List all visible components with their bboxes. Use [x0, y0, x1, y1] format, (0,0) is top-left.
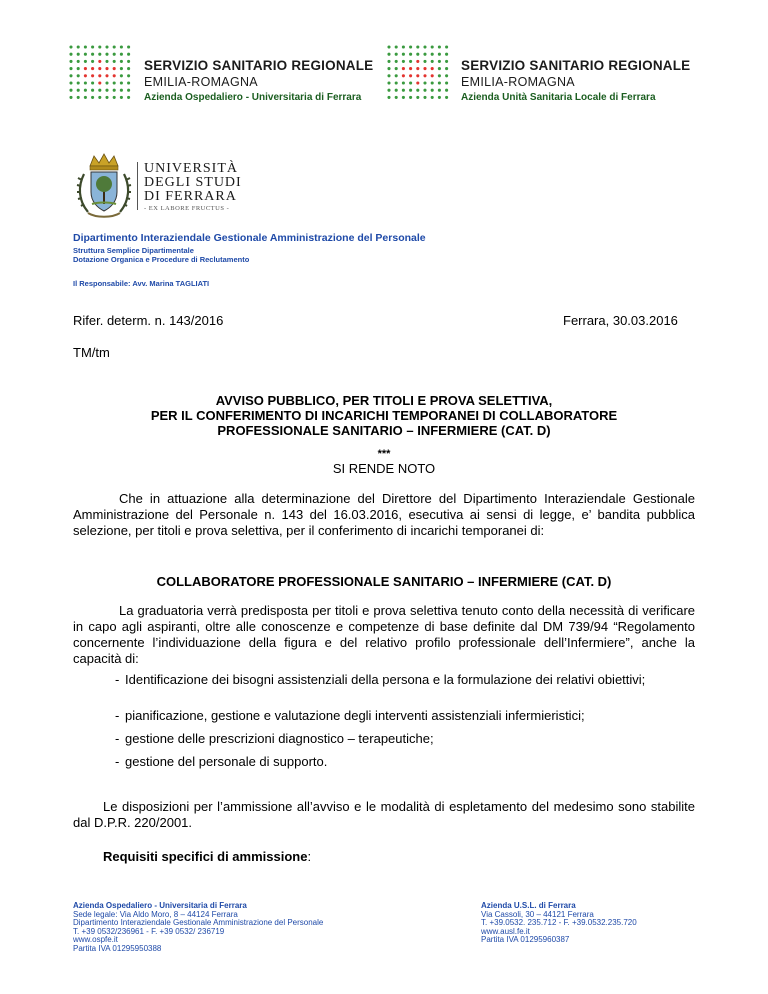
notice-title-line1: AVVISO PUBBLICO, PER TITOLI E PROVA SELETTIVA, [215, 393, 553, 408]
announcement: SI RENDE NOTO [332, 461, 436, 476]
logo-region: EMILIA-ROMAGNA [144, 75, 258, 89]
footer-right-line: Partita IVA 01295960387 [481, 935, 570, 945]
notice-title [60, 393, 708, 438]
logo-title: SERVIZIO SANITARIO REGIONALE [461, 58, 691, 73]
separator-stars: *** [377, 448, 391, 460]
footer-left-line: Partita IVA 01295950388 [73, 943, 162, 953]
university-logo [76, 152, 246, 222]
reference-initials: TM/tm [73, 345, 110, 360]
footer-right-line: Via Cassoli, 30 – 44121 Ferrara [481, 909, 594, 919]
dot-grid-icon [386, 44, 452, 102]
requirements-label: Requisiti specifici di ammissione [103, 849, 308, 864]
paragraph-1: Che in attuazione alla determinazione del Direttore del Dipartimento Interaziendale Gestionale Amministrazione del Personale n. 143 del 16.03.2016, esecutiva ai sensi di legge, e’ bandita pubblica selezione, per titoli e prova selettiva, per il conferimento di incarichi temporanei di: [73, 491, 695, 538]
list-item-text: gestione del personale di supporto. [125, 754, 328, 769]
ssr-logo-left [68, 44, 374, 104]
logo-subtitle: Azienda Ospedaliero - Universitaria di Ferrara [144, 92, 362, 103]
university-divider [137, 162, 138, 210]
paragraph-2: La graduatoria verrà predisposta per titoli e prova selettiva tenuto conto della necessità di verificare in capo agli aspiranti, oltre alle conoscenze e competenze di base definite dal DM 739/94 “Regolamento concernente l’individuazione della figura e del relativo profilo professionale dell’Infermiere”, anche la capacità di: [73, 603, 695, 666]
footer-right-line: Azienda U.S.L. di Ferrara [481, 901, 576, 910]
list-item: - Identificazione dei bisogni assistenziali della persona e la formulazione dei relativi obiettivi; [115, 672, 695, 688]
ssr-logo-right [386, 44, 691, 104]
list-item: - pianificazione, gestione e valutazione degli interventi assistenziali infermieristici; [115, 708, 695, 724]
position-title: COLLABORATORE PROFESSIONALE SANITARIO – INFERMIERE (CAT. D) [156, 574, 612, 589]
reference-number: Rifer. determ. n. 143/2016 [73, 313, 224, 328]
university-name-line3: DI FERRARA [144, 189, 237, 204]
dot-grid-icon [68, 44, 134, 102]
list-item: - gestione delle prescrizioni diagnostico – terapeutiche; [115, 731, 695, 747]
reference-date: Ferrara, 30.03.2016 [563, 313, 678, 328]
footer-left-line: www.ospfe.it [73, 935, 118, 945]
footer-left-line: Azienda Ospedaliero - Universitaria di Ferrara [73, 901, 247, 910]
footer-right [481, 902, 637, 945]
university-crest-icon [76, 152, 132, 220]
list-item: - gestione del personale di supporto. [115, 754, 695, 770]
notice-title-line2: PER IL CONFERIMENTO DI INCARICHI TEMPORANEI DI COLLABORATORE [150, 408, 618, 423]
list-item-text: Identificazione dei bisogni assistenziali della persona e la formulazione dei relativi obiettivi; [125, 672, 646, 687]
department-subtitle-1: Struttura Semplice Dipartimentale [73, 246, 194, 255]
list-item-text: gestione delle prescrizioni diagnostico – terapeutiche; [125, 731, 434, 746]
footer-right-line: T. +39.0532. 235.712 - F. +39.0532.235.720 [481, 918, 637, 928]
notice-title-line3: PROFESSIONALE SANITARIO – INFERMIERE (CAT. D) [217, 423, 551, 438]
footer-left-line: T. +39 0532/236961 - F. +39 0532/ 236719 [73, 926, 225, 936]
university-motto: - EX LABORE FRUCTUS - [144, 205, 230, 212]
requirements-colon: : [307, 849, 312, 864]
university-name-line2: DEGLI STUDI [144, 175, 242, 190]
logo-title: SERVIZIO SANITARIO REGIONALE [144, 58, 374, 73]
department-subtitle-2: Dotazione Organica e Procedure di Reclutamento [73, 255, 250, 264]
department-title: Dipartimento Interaziendale Gestionale Amministrazione del Personale [73, 232, 426, 244]
footer-left-line: Sede legale: Via Aldo Moro, 8 – 44124 Ferrara [73, 909, 238, 919]
paragraph-3: Le disposizioni per l’ammissione all’avviso e le modalità di espletamento del medesimo sono stabilite dal D.P.R. 220/2001. [73, 799, 695, 830]
department-responsible: Il Responsabile: Avv. Marina TAGLIATI [73, 279, 210, 288]
requirements-heading [103, 849, 311, 864]
logo-subtitle: Azienda Unità Sanitaria Locale di Ferrara [461, 92, 656, 103]
university-name-line1: UNIVERSITÀ [144, 161, 238, 176]
list-item-text: pianificazione, gestione e valutazione degli interventi assistenziali infermieristici; [125, 708, 585, 723]
footer-left-line: Dipartimento Interaziendale Gestionale Amministrazione del Personale [73, 918, 324, 928]
logo-region: EMILIA-ROMAGNA [461, 75, 575, 89]
footer-left [73, 902, 323, 954]
footer-right-line: www.ausl.fe.it [481, 926, 530, 936]
